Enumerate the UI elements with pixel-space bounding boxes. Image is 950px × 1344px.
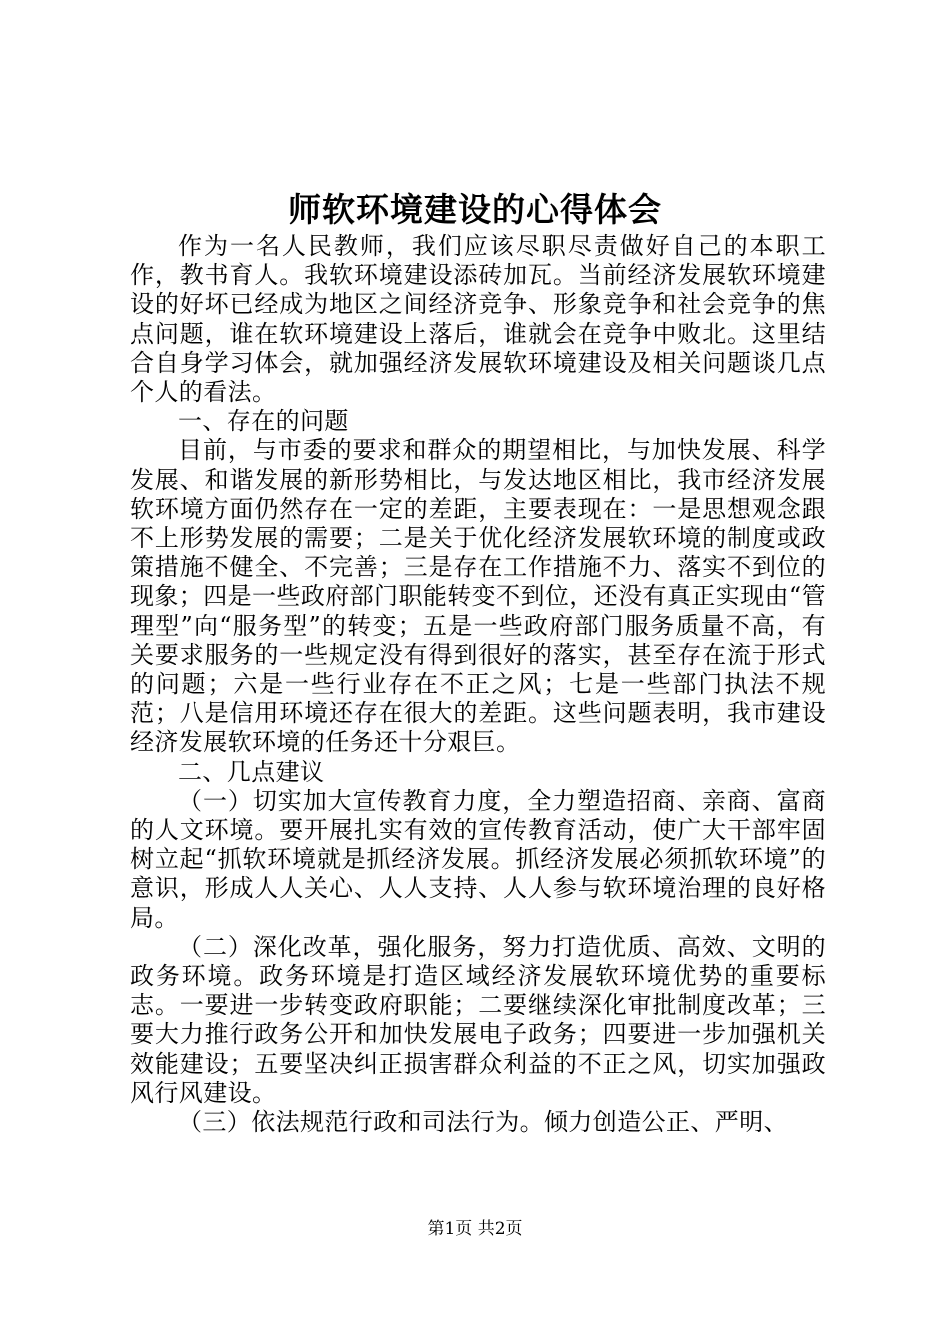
page-footer: 第1页 共2页 — [427, 1219, 523, 1239]
paragraph-suggestion-2: （二）深化改革，强化服务，努力打造优质、高效、文明的政务环境。政务环境是打造区域经济发展软环境优势的重要标志。一要进一步转变政府职能；二要继续深化审批制度改革；三要大力推行政务公开和加快发展电子政务；四要进一步加强机关效能建设；五要坚决纠正损害群众利益的不正之风，切实加强政风行风建设。 — [130, 932, 826, 1107]
paragraph-problems: 目前，与市委的要求和群众的期望相比，与加快发展、科学发展、和谐发展的新形势相比，与发达地区相比，我市经济发展软环境方面仍然存在一定的差距，主要表现在：一是思想观念跟不上形势发展的需要；二是关于优化经济发展软环境的制度或政策措施不健全、不完善；三是存在工作措施不力、落实不到位的现象；四是一些政府部门职能转变不到位，还没有真正实现由“管理型”向“服务型”的转变；五是一些政府部门服务质量不高，有关要求服务的一些规定没有得到很好的落实，甚至存在流于形式的问题；六是一些行业存在不正之风；七是一些部门执法不规范；八是信用环境还存在很大的差距。这些问题表明，我市建设经济发展软环境的任务还十分艰巨。 — [130, 436, 826, 757]
document-body — [130, 232, 826, 1137]
paragraph-suggestion-3: （三）依法规范行政和司法行为。倾力创造公正、严明、 — [178, 1108, 788, 1137]
paragraph-suggestion-1: （一）切实加大宣传教育力度，全力塑造招商、亲商、富商的人文环境。要开展扎实有效的宣传教育活动，使广大干部牢固树立起“抓软环境就是抓经济发展。抓经济发展必须抓软环境”的意识，形成人人关心、人人支持、人人参与软环境治理的良好格局。 — [130, 786, 826, 932]
section-heading-problems: 一、存在的问题 — [178, 407, 349, 436]
document-title: 师软环境建设的心得体会 — [288, 190, 662, 229]
paragraph-intro: 作为一名人民教师，我们应该尽职尽责做好自己的本职工作，教书育人。我软环境建设添砖加瓦。当前经济发展软环境建设的好坏已经成为地区之间经济竞争、形象竞争和社会竞争的焦点问题，谁在软环境建设上落后，谁就会在竞争中败北。这里结合自身学习体会，就加强经济发展软环境建设及相关问题谈几点个人的看法。 — [130, 232, 826, 407]
section-heading-suggestions: 二、几点建议 — [178, 757, 325, 786]
